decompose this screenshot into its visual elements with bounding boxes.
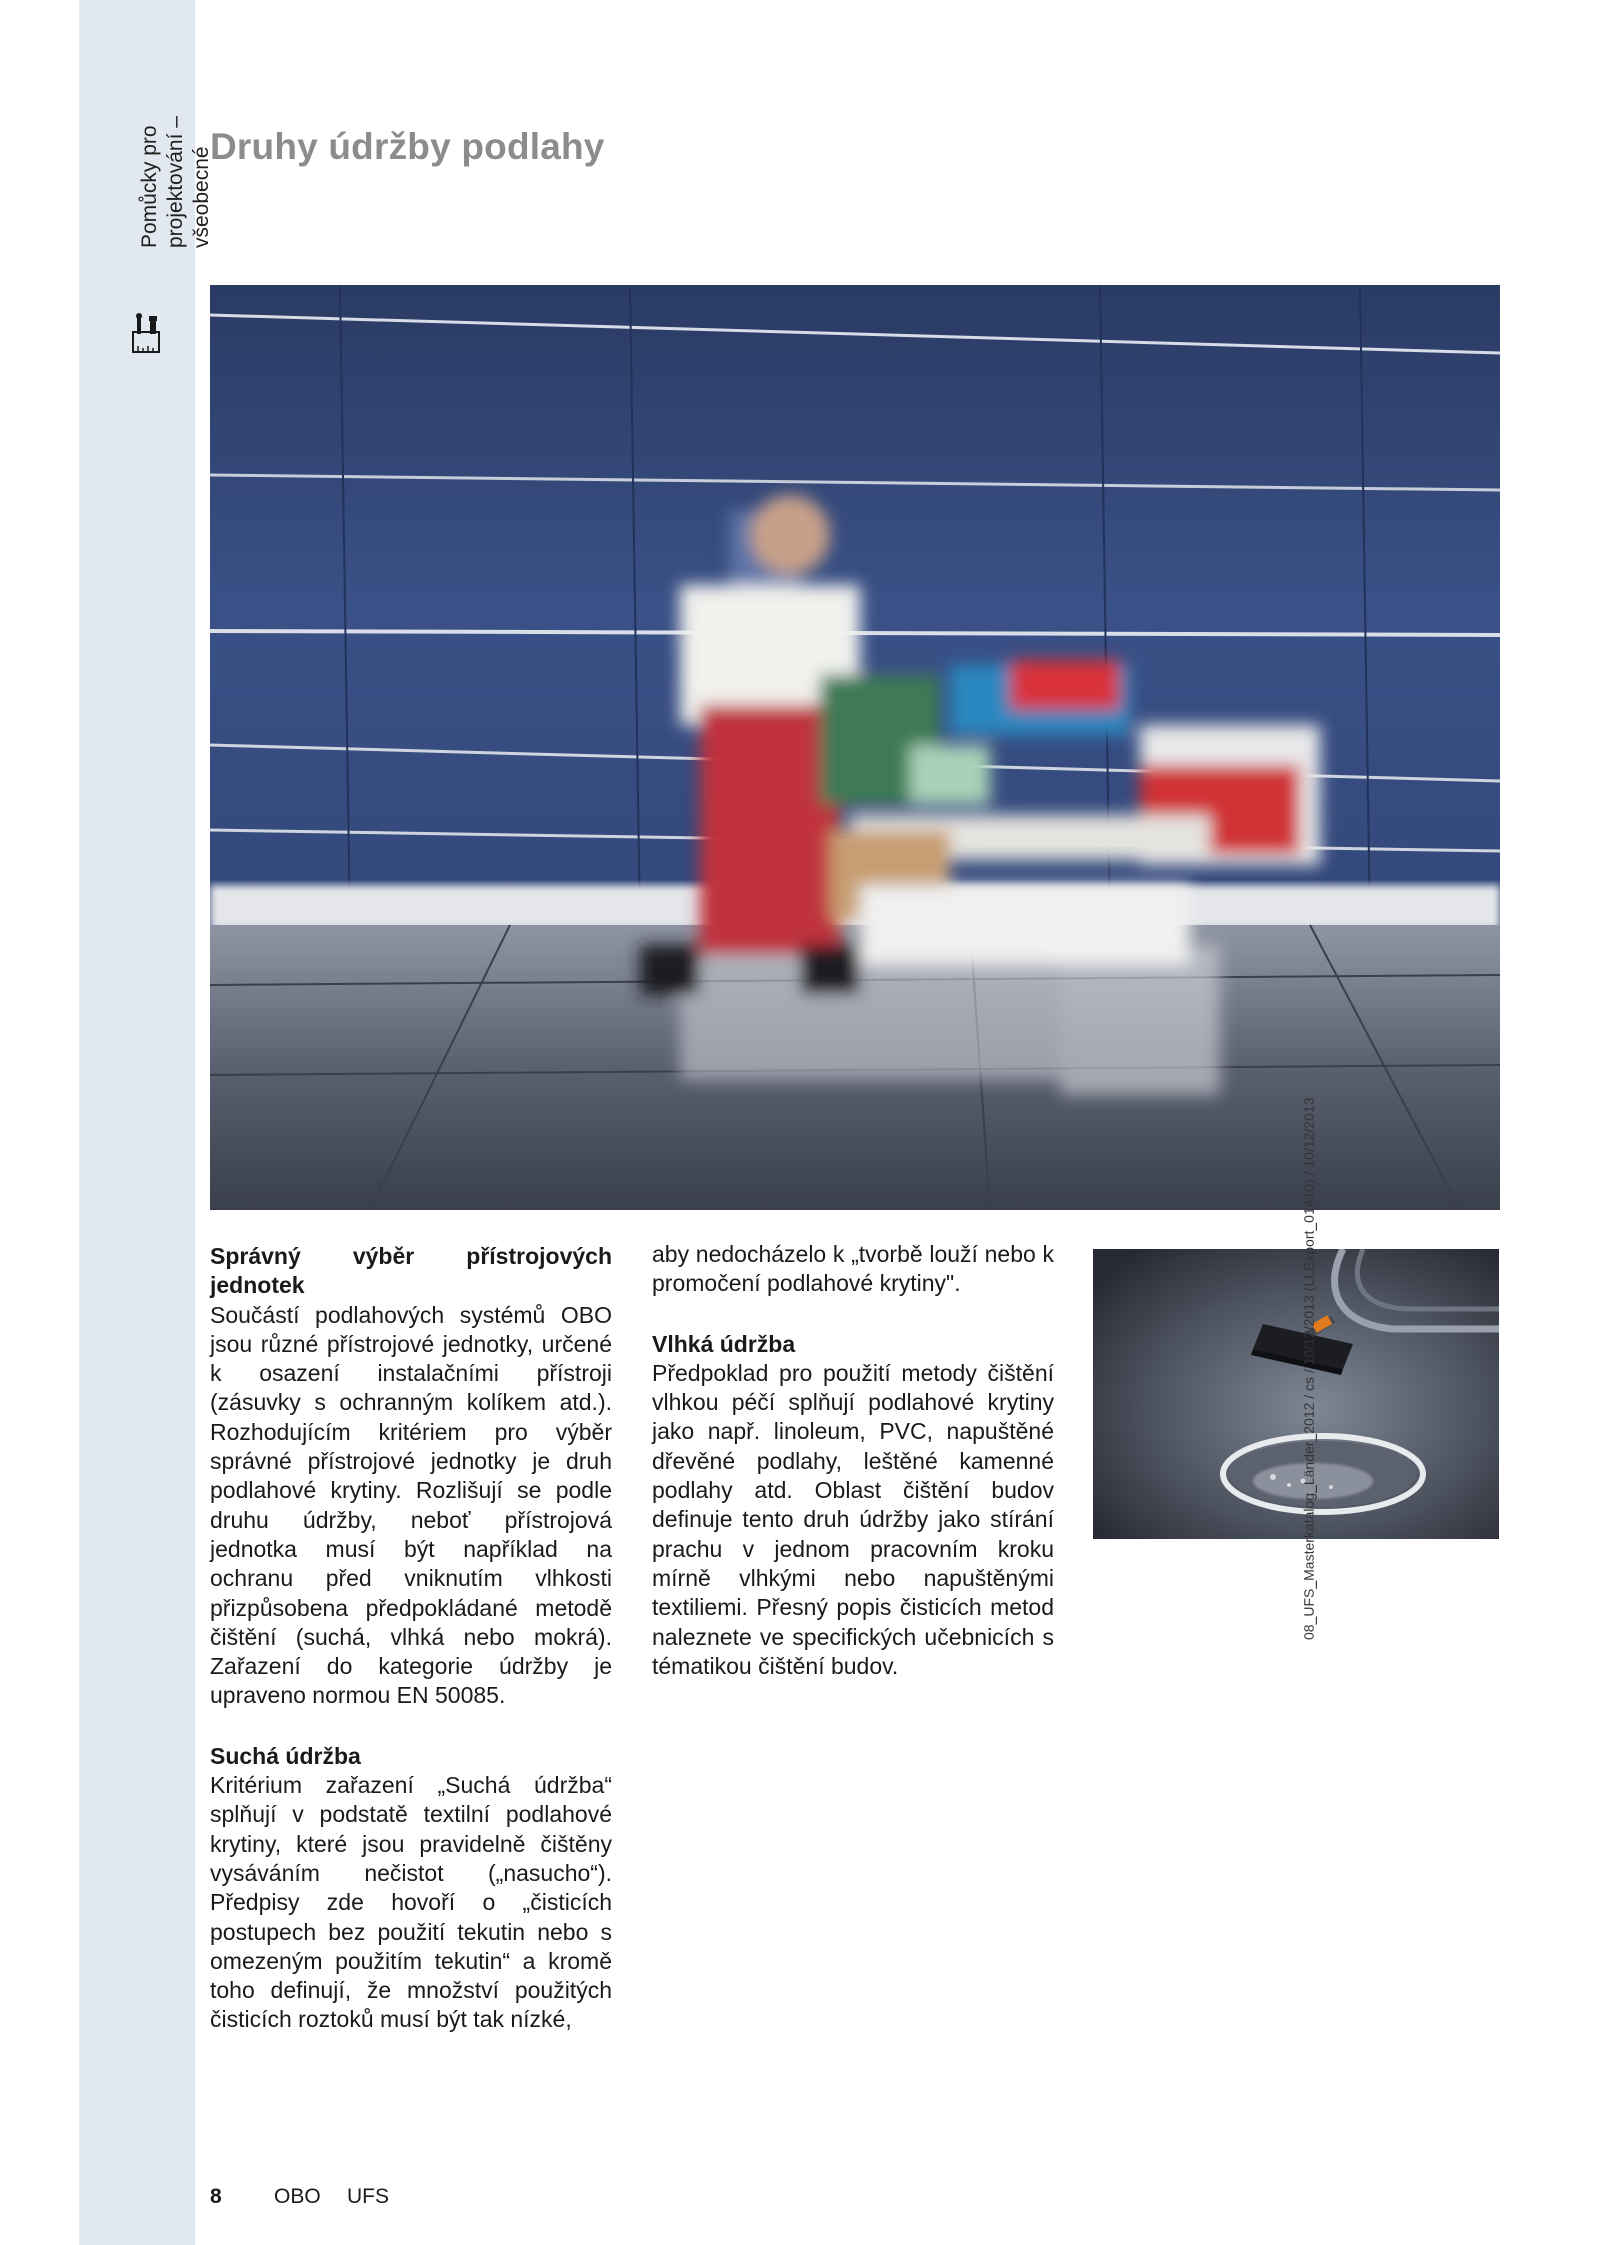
paragraph-device-selection: Součástí podlahových systémů OBO jsou různé přístrojové jednotky, určené k osazení instalačními přístroji (zásuvky s ochranným kolíkem atd.). Rozhodujícím kritériem pro výběr správné přístrojové jednotky je druh podlahové krytiny. Rozlišují se podle druhu údržby, neboť přístrojová jednotka musí být například na ochranu před vniknutím vlhkosti přizpůsobena předpokládané metodě čištění (suchá, vlhká nebo mokrá). Zařazení do kategorie údržby je upraveno normou EN 50085. [210,1301,612,1709]
footer-product: UFS [347,2185,389,2208]
section-label-line: Pomůcky pro [138,125,161,248]
document-code: 08_UFS_Masterkatalog_Länder_2012 / cs / 10/12/2013 (LLExport_01410) / 10/12/2013 [1300,1097,1317,1640]
section-label-line: všeobecné [190,146,213,248]
paragraph-dry-maintenance-continued: aby nedocházelo k „tvorbě louží nebo k promočení podlahové krytiny". [652,1241,1054,1297]
text-column-middle [652,1240,1054,1681]
page-title: Druhy údržby podlahy [210,126,605,167]
heading-damp-maintenance: Vlhká údržba [652,1330,796,1357]
heading-device-selection: Správný výběr přístrojových jednotek [210,1243,612,1299]
page-number: 8 [210,2185,222,2208]
text-column-left [210,1242,612,2035]
vacuum-cleaner-over-floor-box-photo [1093,1249,1499,1539]
section-label [137,0,215,248]
paragraph-dry-maintenance: Kritérium zařazení „Suchá údržba“ splňují v podstatě textilní podlahové krytiny, které jsou pravidelně čištěny vysáváním nečistot („nasucho“). Předpisy zde hovoří o „čisticích postupech bez použití tekutin nebo s omezeným použitím tekutin“ a kromě toho definují, že množství použitých čisticích roztoků musí být tak nízké, [210,1772,612,2033]
footer-brand: OBO [274,2185,321,2208]
cleaning-staff-with-trolley-photo [210,285,1500,1210]
paragraph-damp-maintenance: Předpoklad pro použití metody čištění vlhkou péčí splňují podlahové krytiny jako např. linoleum, PVC, napuštěné dřevěné podlahy, leštěné kamenné podlahy atd. Oblast čištění budov definuje tento druh údržby jako stírání prachu v jednom pracovním kroku mírně vlhkými nebo napuštěnými textiliemi. Přesný popis čisticích metod naleznete ve specifických učebnicích s tématikou čištění budov. [652,1359,1054,1679]
heading-dry-maintenance: Suchá údržba [210,1742,361,1769]
section-label-line: projektování – [164,116,187,248]
tools-ruler-icon [130,312,162,356]
